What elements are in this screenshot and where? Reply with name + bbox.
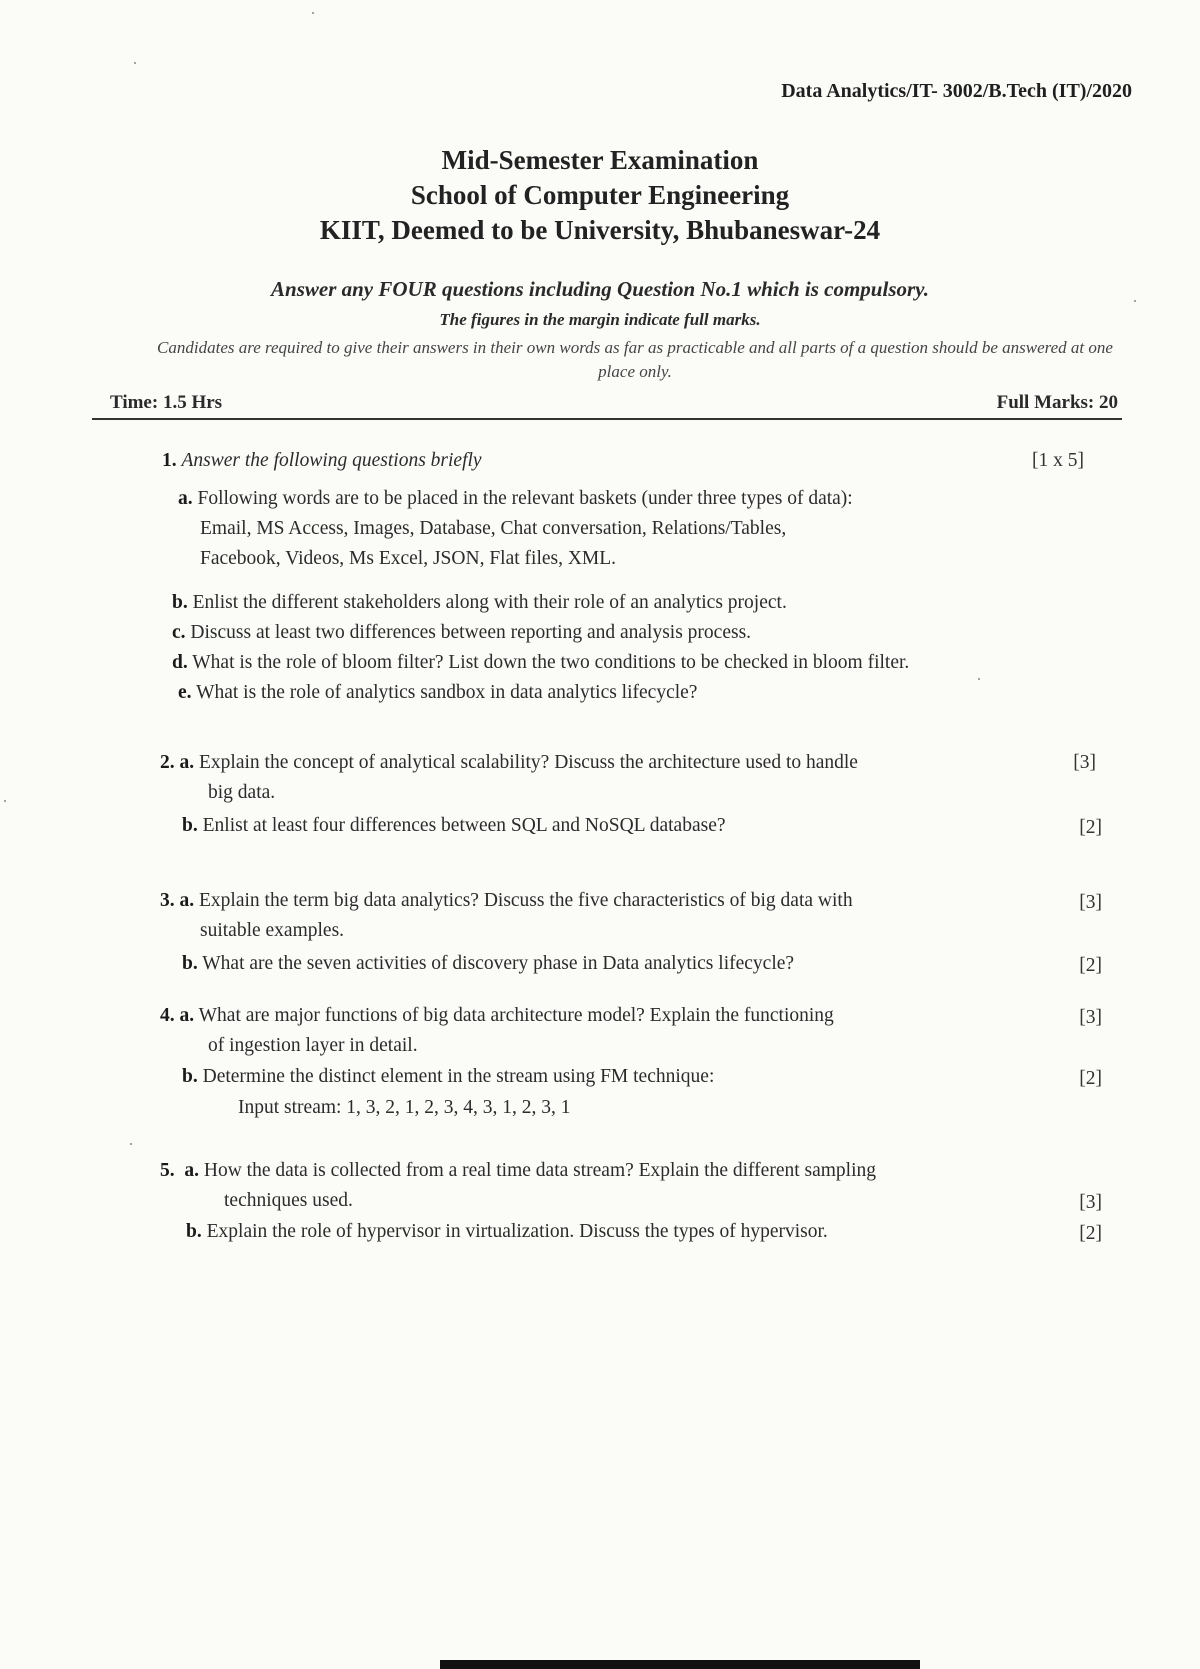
question-1e [178, 682, 697, 704]
part-text: Explain the concept of analytical scalability? Discuss the architecture used to handle [199, 752, 858, 773]
part-text: Following words are to be placed in the relevant baskets (under three types of data): [197, 488, 853, 509]
part-text: Explain the term big data analytics? Discuss the five characteristics of big data with [199, 890, 853, 911]
question-4b-line-1 [182, 1066, 714, 1088]
course-code: Data Analytics/IT- 3002/B.Tech (IT)/2020 [781, 80, 1132, 102]
part-label: b. [182, 815, 198, 836]
question-4a-line-1 [160, 1005, 834, 1027]
scan-speck [1134, 300, 1136, 302]
part-label: a. [178, 488, 193, 509]
question-2b-marks: [2] [1079, 817, 1102, 838]
question-3b-marks: [2] [1079, 955, 1102, 976]
question-1c [172, 622, 751, 644]
full-marks: Full Marks: 20 [996, 392, 1118, 413]
header-divider [92, 418, 1122, 420]
question-5b [186, 1221, 828, 1243]
question-3b [182, 953, 794, 975]
question-number: 5. [160, 1160, 175, 1181]
question-number: 1. [162, 450, 177, 471]
question-1a-line-2: Email, MS Access, Images, Database, Chat conversation, Relations/Tables, [200, 518, 787, 539]
part-text: How the data is collected from a real time data stream? Explain the different sampling [203, 1160, 877, 1181]
part-label: b. [182, 1066, 198, 1087]
part-text: Enlist the different stakeholders along with their role of an analytics project. [192, 592, 787, 613]
question-text: Answer the following questions briefly [181, 450, 482, 471]
part-label: e. [178, 682, 192, 703]
question-1-heading [162, 450, 482, 472]
part-label: a. [179, 890, 195, 911]
scan-speck [978, 678, 980, 680]
question-5a-line-2: techniques used. [224, 1190, 353, 1211]
part-text: What is the role of analytics sandbox in data analytics lifecycle? [196, 682, 698, 703]
question-3a-line-1 [160, 890, 853, 912]
question-4b-marks: [2] [1079, 1068, 1102, 1089]
instruction-main: Answer any FOUR questions including Question No.1 which is compulsory. [271, 277, 929, 301]
question-2a-marks: [3] [1073, 752, 1096, 773]
part-text: Explain the role of hypervisor in virtualization. Discuss the types of hypervisor. [206, 1221, 828, 1242]
question-number: 3. [160, 890, 175, 911]
part-label: d. [172, 652, 188, 673]
question-2a-line-1 [160, 752, 858, 774]
exam-time: Time: 1.5 Hrs [110, 392, 223, 413]
question-1b [172, 592, 787, 614]
input-stream: Input stream: 1, 3, 2, 1, 2, 3, 4, 3, 1, 2, 3, 1 [238, 1097, 571, 1118]
scan-edge-bar [440, 1660, 920, 1669]
part-label: a. [184, 1160, 199, 1181]
part-text: Enlist at least four differences between SQL and NoSQL database? [202, 815, 726, 836]
part-text: Discuss at least two differences between reporting and analysis process. [190, 622, 752, 643]
instruction-candidates-note: Candidates are required to give their answers in their own words as far as practicable and all parts of a question should be answered at one place only. [157, 338, 1113, 381]
part-text: What is the role of bloom filter? List down the two conditions to be checked in bloom filter. [192, 652, 910, 673]
question-2b [182, 815, 726, 837]
part-label: a. [179, 752, 195, 773]
question-5a-marks: [3] [1079, 1192, 1102, 1213]
university-name: KIIT, Deemed to be University, Bhubaneswar-24 [319, 215, 881, 245]
part-text: Determine the distinct element in the stream using FM technique: [202, 1066, 715, 1087]
part-label: b. [186, 1221, 202, 1242]
part-label: b. [182, 953, 198, 974]
part-label: b. [172, 592, 188, 613]
exam-title: Mid-Semester Examination [441, 145, 759, 175]
instruction-marks-note: The figures in the margin indicate full marks. [439, 310, 761, 329]
question-number: 4. [160, 1005, 175, 1026]
scan-speck [4, 800, 6, 802]
question-1a-line-3: Facebook, Videos, Ms Excel, JSON, Flat files, XML. [200, 548, 617, 569]
part-text: What are the seven activities of discovery phase in Data analytics lifecycle? [202, 953, 795, 974]
question-1a-line-1 [178, 488, 853, 510]
question-1-marks: [1 x 5] [1032, 450, 1084, 471]
part-label: c. [172, 622, 186, 643]
question-3a-line-2: suitable examples. [200, 920, 345, 941]
question-3a-marks: [3] [1079, 892, 1102, 913]
question-number: 2. [160, 752, 175, 773]
question-1d [172, 652, 909, 674]
part-text: What are major functions of big data architecture model? Explain the functioning [198, 1005, 834, 1026]
scan-speck [312, 12, 314, 14]
scan-speck [134, 62, 136, 64]
question-4a-line-2: of ingestion layer in detail. [208, 1035, 418, 1056]
part-label: a. [179, 1005, 195, 1026]
question-4a-marks: [3] [1079, 1007, 1102, 1028]
school-name: School of Computer Engineering [410, 180, 790, 210]
scan-speck [130, 1143, 132, 1145]
question-2a-line-2: big data. [208, 782, 276, 803]
question-5b-marks: [2] [1079, 1223, 1102, 1244]
question-5a-line-1 [160, 1160, 876, 1182]
exam-title-block [0, 143, 1200, 248]
